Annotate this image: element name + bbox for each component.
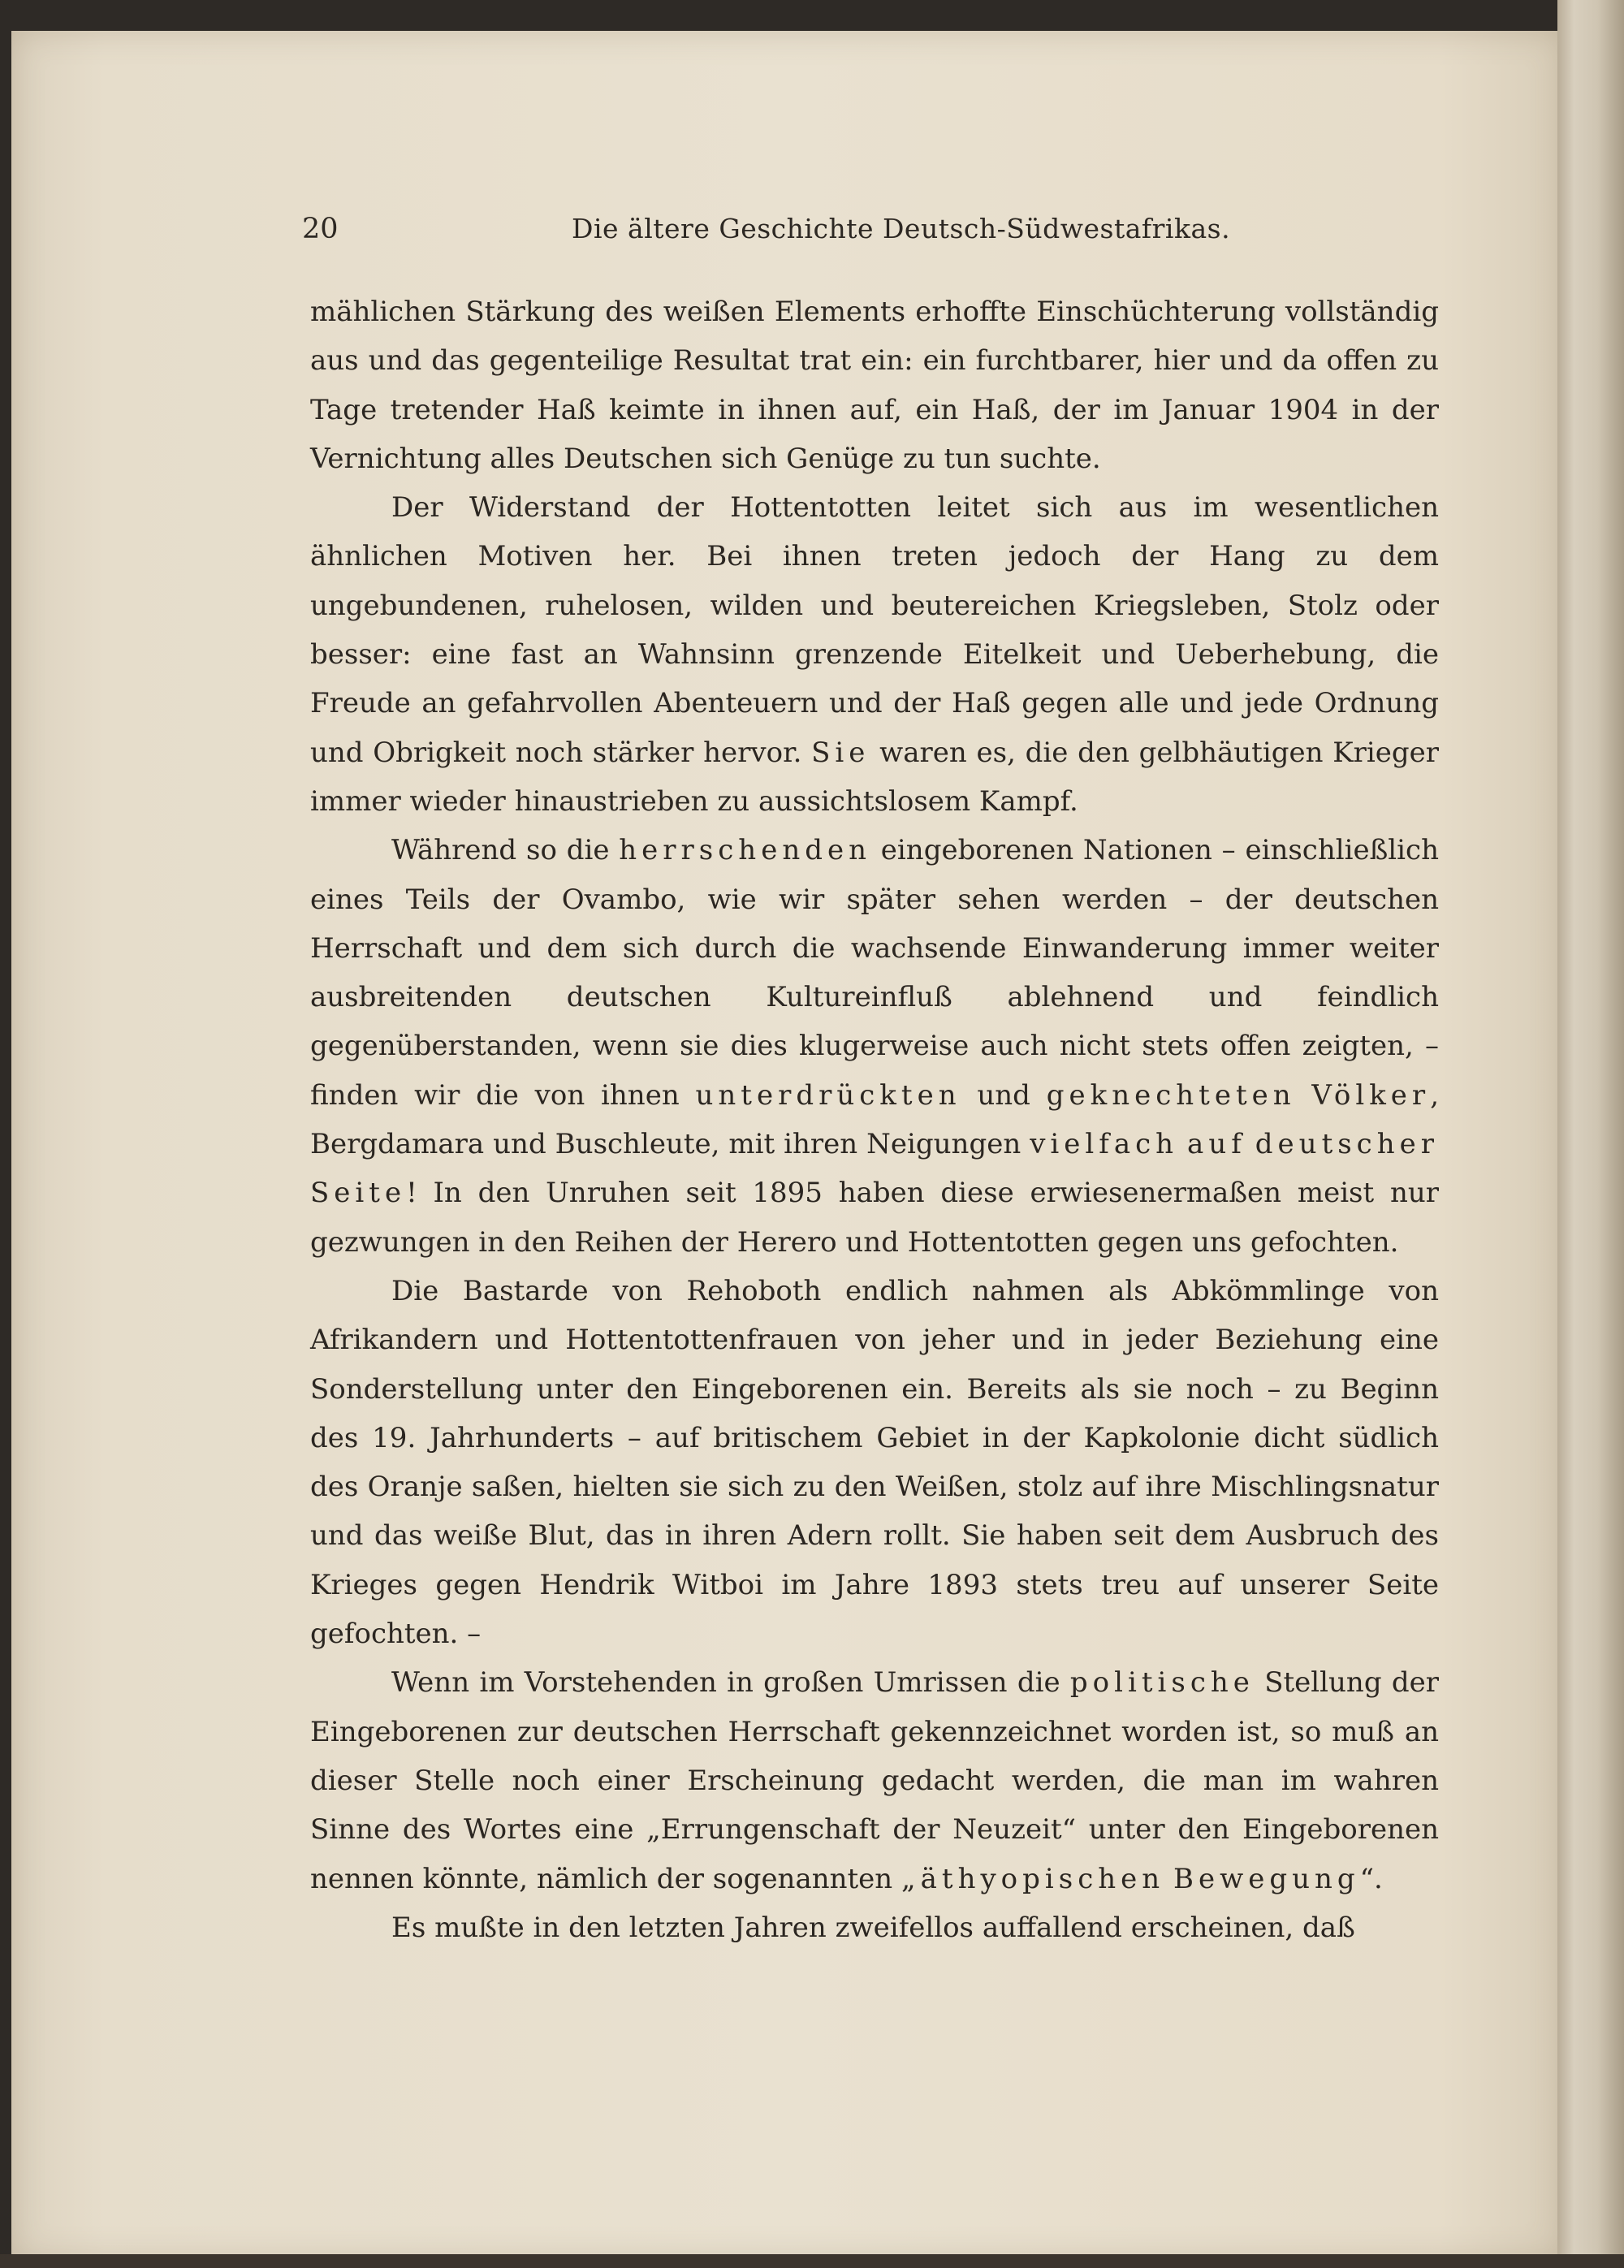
spaced-emphasis-text: herrschenden — [619, 834, 871, 867]
paragraph-text: mählichen Stärkung des weißen Elements erhoffte Einschüchterung vollständig aus und das gegenteilige Resultat trat ein: ein furchtbarer, hier und da offen zu Tage tretender Haß keimte in ihnen auf, ein Haß, der im Januar 1904 in der Vernichtung alles Deutschen sich Genüge zu tun suchte. — [310, 296, 1439, 475]
paragraph-text: Der Widerstand der Hottentotten leitet sich aus im wesentlichen ähnlichen Motiven her. Bei ihnen treten jedoch der Hang zu dem ungebundenen, ruhelosen, wilden und beutereichen Kriegsleben, Stolz oder besser: eine fast an Wahnsinn grenzende Eitelkeit und Ueberhebung, die Freude an gefahrvollen Abenteuern und der Haß gegen alle und jede Ordnung und Obrigkeit noch stärker hervor. — [310, 491, 1439, 769]
spaced-emphasis-text: Bewegung — [1173, 1862, 1360, 1895]
body-text — [310, 287, 1439, 1952]
spaced-emphasis-text: politische — [1069, 1666, 1255, 1700]
paragraph — [310, 1903, 1439, 1952]
paragraph-text: Wenn im Vorstehenden in großen Umrissen die — [391, 1666, 1070, 1700]
spaced-emphasis-text: vielfach — [1030, 1128, 1179, 1161]
spaced-emphasis-text: Sie — [811, 736, 870, 769]
spaced-emphasis-text: Seite — [310, 1177, 407, 1210]
paragraph-text — [1178, 1128, 1187, 1160]
paragraph-text — [1164, 1863, 1173, 1895]
paragraph-text: ! In den Unruhen seit 1895 haben diese erwiesenermaßen meist nur gezwungen in den Reihen der Herero und Hottentotten gegen uns gefochten. — [310, 1177, 1439, 1259]
spaced-emphasis-text: unterdrückten — [695, 1078, 961, 1112]
spaced-emphasis-text: Völker — [1311, 1078, 1431, 1112]
spaced-emphasis-text: geknechteten — [1046, 1078, 1296, 1112]
paragraph-text: , Bergdamara und Buschleute, mit ihren Neigungen — [310, 1078, 1439, 1161]
paragraph — [310, 483, 1439, 826]
paragraph-text: “. — [1359, 1862, 1383, 1895]
running-title: Die ältere Geschichte Deutsch-Südwestafrikas. — [572, 213, 1231, 244]
paragraph-text: Die Bastarde von Rehoboth endlich nahmen als Abkömmlinge von Afrikandern und Hottentottenfrauen von jeher und in jeder Beziehung eine Sonderstellung unter den Eingeborenen ein. Bereits als sie noch – zu Beginn des 19. Jahrhunderts – auf britischem Gebiet in der Kapkolonie dicht südlich des Oranje saßen, hielten sie sich zu den Weißen, stolz auf ihre Mischlingsnatur und das weiße Blut, das in ihren Adern rollt. Sie haben seit dem Ausbruch des Krieges gegen Hendrik Witboi im Jahre 1893 stets treu auf unserer Seite gefochten. – — [310, 1274, 1439, 1651]
paragraph-text: Es mußte in den letzten Jahren zweifellos auffallend erscheinen, daß — [391, 1911, 1355, 1944]
paragraph-text: Stellung der Eingeborenen zur deutschen Herrschaft gekennzeichnet worden ist, so muß an dieser Stelle noch einer Erscheinung gedacht werden, die man im wahren Sinne des Wortes eine „Errungenschaft der Neuzeit“ unter den Eingeborenen nennen könnte, nämlich der sogenannten — [310, 1666, 1439, 1895]
spaced-emphasis-text: deutscher — [1255, 1128, 1439, 1161]
paragraph-text: waren es, die den gelbhäutigen Krieger immer wieder hinaustrieben zu aussichtslosem Kampf. — [310, 736, 1439, 818]
spaced-emphasis-text: auf — [1187, 1128, 1246, 1161]
paragraph — [310, 287, 1439, 483]
paragraph-text: Während so die — [391, 834, 620, 867]
paragraph-text: und — [961, 1078, 1047, 1112]
page-header — [302, 213, 1439, 261]
paragraph-text: eingeborenen Nationen – einschließlich eines Teils der Ovambo, wie wir später sehen werden – der deutschen Herrschaft und dem sich durch die wachsende Einwanderung immer weiter ausbreitenden deutschen Kultureinfluß ablehnend und feindlich gegenüberstanden, wenn sie dies klugerweise auch nicht stets offen zeigten, – finden wir die von ihnen — [310, 834, 1439, 1112]
paragraph — [310, 826, 1439, 1267]
scan-bottom-edge — [0, 2254, 1624, 2268]
page-edge — [1557, 0, 1624, 2268]
paragraph — [310, 1267, 1439, 1658]
spaced-emphasis-text: „äthyopischen — [901, 1862, 1165, 1895]
page-number: 20 — [302, 213, 339, 245]
paragraph — [310, 1658, 1439, 1903]
paragraph-text — [1246, 1128, 1255, 1160]
paragraph-text — [1296, 1079, 1312, 1112]
